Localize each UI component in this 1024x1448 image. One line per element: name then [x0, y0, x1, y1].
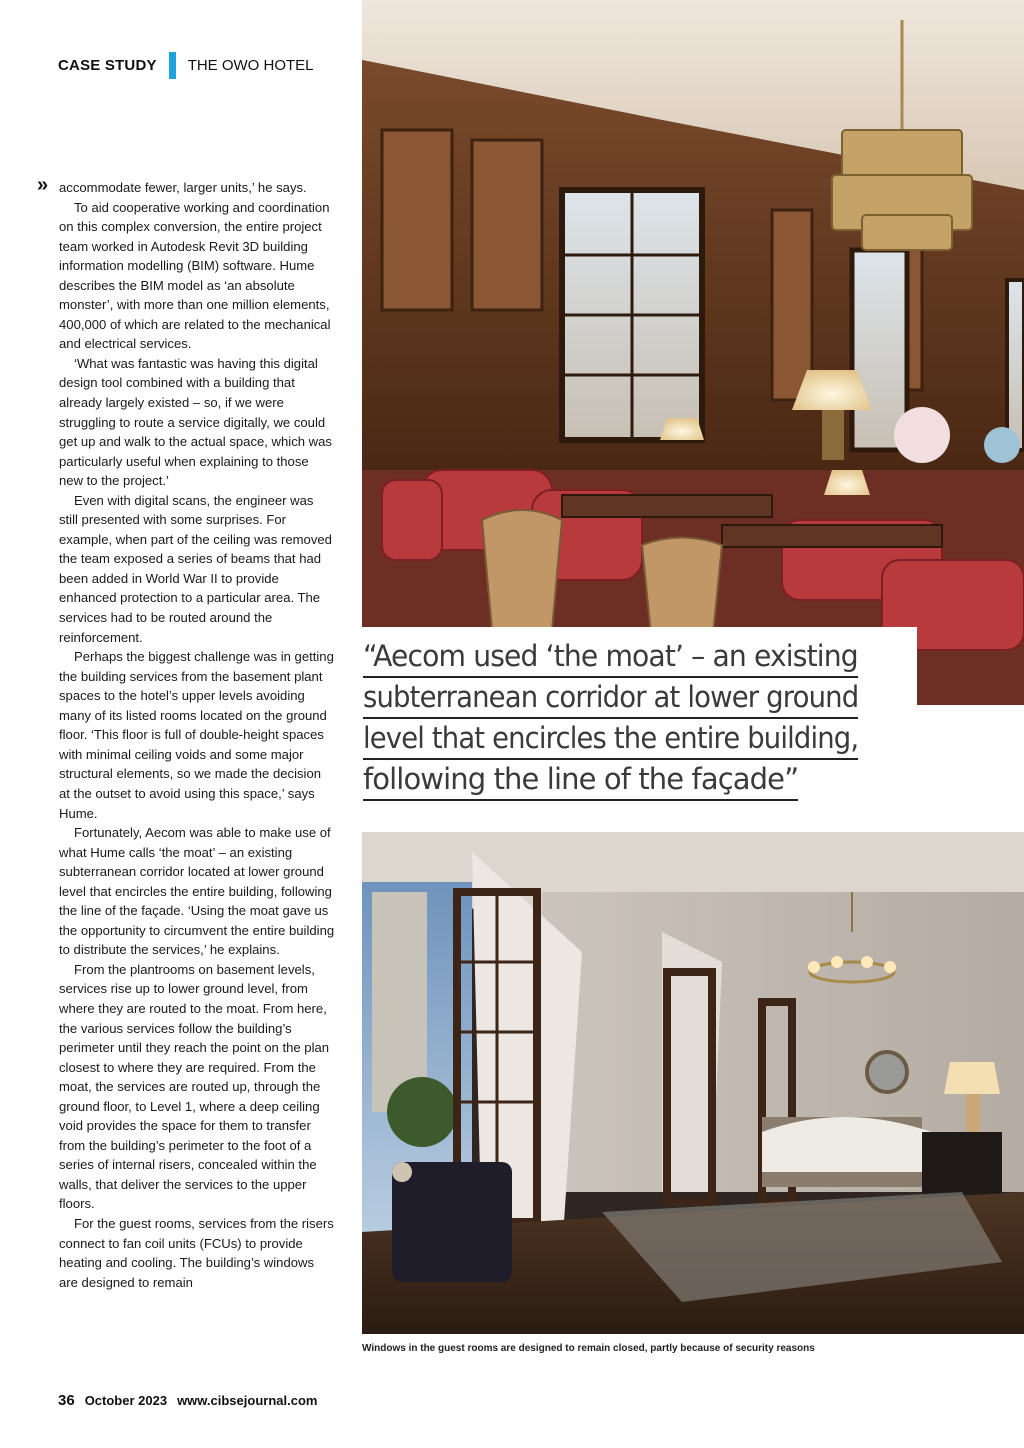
paragraph: To aid cooperative working and coordination on this complex conversion, the entire project team worked in Autodesk Revit 3D building information modelling (BIM) software. Hume describes the BIM model as ‘an absolute monster’, with more than one million elements, 400,000 of which are related to the mechanical and electrical services. [59, 199, 331, 352]
restaurant-photo [362, 0, 1024, 705]
journal-url: www.cibsejournal.com [177, 1393, 318, 1408]
paragraph: accommodate fewer, larger units,’ he says. [59, 180, 307, 195]
pull-quote-line: following the line of the façade” [363, 759, 798, 801]
header-title: THE OWO HOTEL [187, 56, 314, 74]
paragraph: From the plantrooms on basement levels, services rise up to lower ground level, from where they are routed to the moat. From here, the various services follow the building’s perimeter until they reach the point on the plan closest to where they are required. From the moat, the services are routed up, through the ground floor, to Level 1, where a deep ceiling void provides the space for them to transfer from the building’s perimeter to the foot of a series of internal risers, concealed within the walls, that deliver the services to the upper floors. [59, 961, 330, 1212]
pull-quote [363, 636, 863, 800]
paragraph: Fortunately, Aecom was able to make use of what Hume calls ‘the moat’ – an existing subterranean corridor located at lower ground level that encircles the entire building, following the line of the façade. ‘Using the moat gave us the opportunity to circumvent the entire building to distribute the services,’ he explains. [59, 825, 335, 958]
header-divider [169, 52, 176, 79]
paragraph: ‘What was fantastic was having this digital design tool combined with a building that already largely existed – so, if we were struggling to route a service digitally, we could get up and walk to the actual space, which was particularly useful when explaining to those new to the project.’ [59, 355, 332, 489]
paragraph: For the guest rooms, services from the risers connect to fan coil units (FCUs) to provide heating and cooling. The building’s windows are designed to remain [59, 1215, 334, 1290]
pull-quote-line: level that encircles the entire building, [363, 718, 858, 760]
photo-caption: Windows in the guest rooms are designed to remain closed, partly because of security reasons [362, 1343, 815, 1354]
continuation-marker: » [37, 174, 49, 196]
page-header [58, 50, 314, 80]
pull-quote-line: subterranean corridor at lower ground [363, 677, 858, 719]
section-label: CASE STUDY [58, 56, 157, 74]
page-number: 36 [58, 1392, 75, 1409]
page-footer [58, 1392, 317, 1409]
paragraph: Even with digital scans, the engineer was still presented with some surprises. For example, when part of the ceiling was removed the team exposed a series of beams that had been added in World War II to provide enhanced protection to a particular area. The services had to be routed around the reinforcement. [59, 492, 332, 645]
issue-date: October 2023 [84, 1393, 168, 1408]
article-body [59, 178, 335, 1292]
paragraph: Perhaps the biggest challenge was in getting the building services from the basement plant spaces to the hotel’s upper levels avoiding many of its listed rooms located on the ground floor. ‘This floor is full of double-height spaces with minimal ceiling voids and some major structural elements, so we made the decision at the outset to avoid using this space,’ says Hume. [59, 649, 334, 821]
guest-room-photo [362, 832, 1024, 1334]
pull-quote-line: “Aecom used ‘the moat’ – an existing [363, 636, 858, 678]
